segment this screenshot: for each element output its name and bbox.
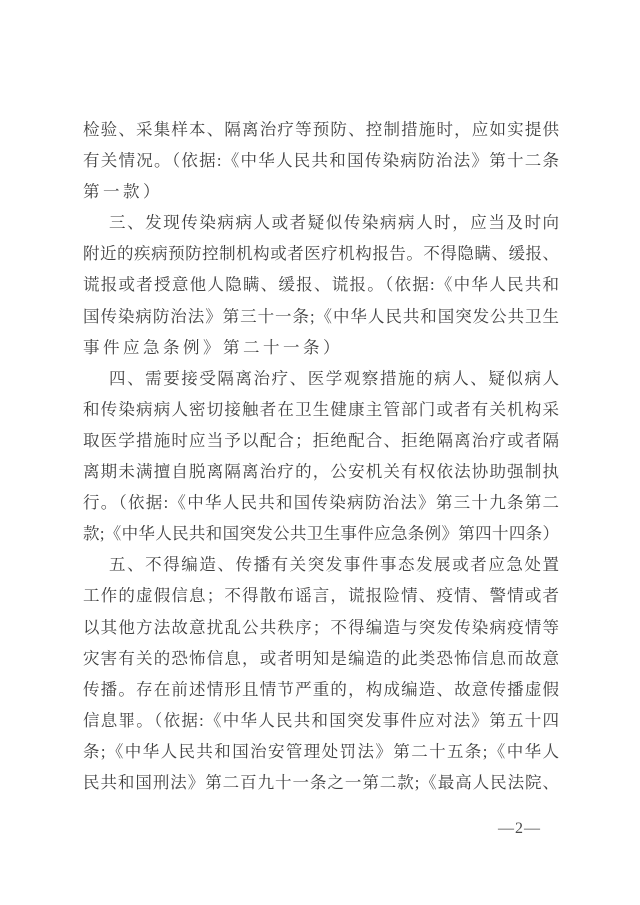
text-line: 国传染病防治法》第三十一条;《中华人民共和国突发公共卫生: [83, 306, 559, 326]
text-line: 事件应急条例》第二十一条）: [83, 337, 343, 357]
body-text-block: [83, 114, 559, 798]
text-line: 五、不得编造、传播有关突发事件事态发展或者应急处置: [109, 555, 559, 575]
text-line: 行。（依据:《中华人民共和国传染病防治法》第三十九条第二: [83, 493, 559, 513]
text-line: 有关情况。（依据:《中华人民共和国传染病防治法》第十二条: [83, 151, 559, 171]
text-line: 民共和国刑法》第二百九十一条之一第二款;《最高人民法院、: [83, 772, 559, 792]
text-line: 款;《中华人民共和国突发公共卫生事件应急条例》第四十四条）: [83, 524, 559, 544]
text-line: 取医学措施时应当予以配合；拒绝配合、拒绝隔离治疗或者隔: [83, 430, 559, 450]
text-line: 检验、采集样本、隔离治疗等预防、控制措施时，应如实提供: [83, 120, 559, 139]
text-line: 灾害有关的恐怖信息，或者明知是编造的此类恐怖信息而故意: [83, 648, 559, 668]
text-line: 第一款）: [83, 182, 163, 202]
text-line: 四、需要接受隔离治疗、医学观察措施的病人、疑似病人: [109, 368, 559, 388]
text-line: 离期未满擅自脱离隔离治疗的，公安机关有权依法协助强制执: [83, 462, 559, 482]
text-line: 传播。存在前述情形且情节严重的，构成编造、故意传播虚假: [83, 679, 559, 699]
text-line: 谎报或者授意他人隐瞒、缓报、谎报。（依据:《中华人民共和: [83, 275, 559, 295]
text-line: 以其他方法故意扰乱公共秩序；不得编造与突发传染病疫情等: [83, 617, 559, 637]
text-line: 三、发现传染病病人或者疑似传染病病人时，应当及时向: [109, 213, 559, 233]
text-line: 附近的疾病预防控制机构或者医疗机构报告。不得隐瞒、缓报、: [83, 244, 559, 264]
text-line: 信息罪。（依据:《中华人民共和国突发事件应对法》第五十四: [83, 710, 559, 730]
text-line: 和传染病病人密切接触者在卫生健康主管部门或者有关机构采: [83, 399, 559, 419]
page-number: —2—: [498, 820, 541, 837]
text-line: 工作的虚假信息；不得散布谣言，谎报险情、疫情、警情或者: [83, 586, 559, 606]
text-line: 条;《中华人民共和国治安管理处罚法》第二十五条;《中华人: [83, 741, 559, 761]
